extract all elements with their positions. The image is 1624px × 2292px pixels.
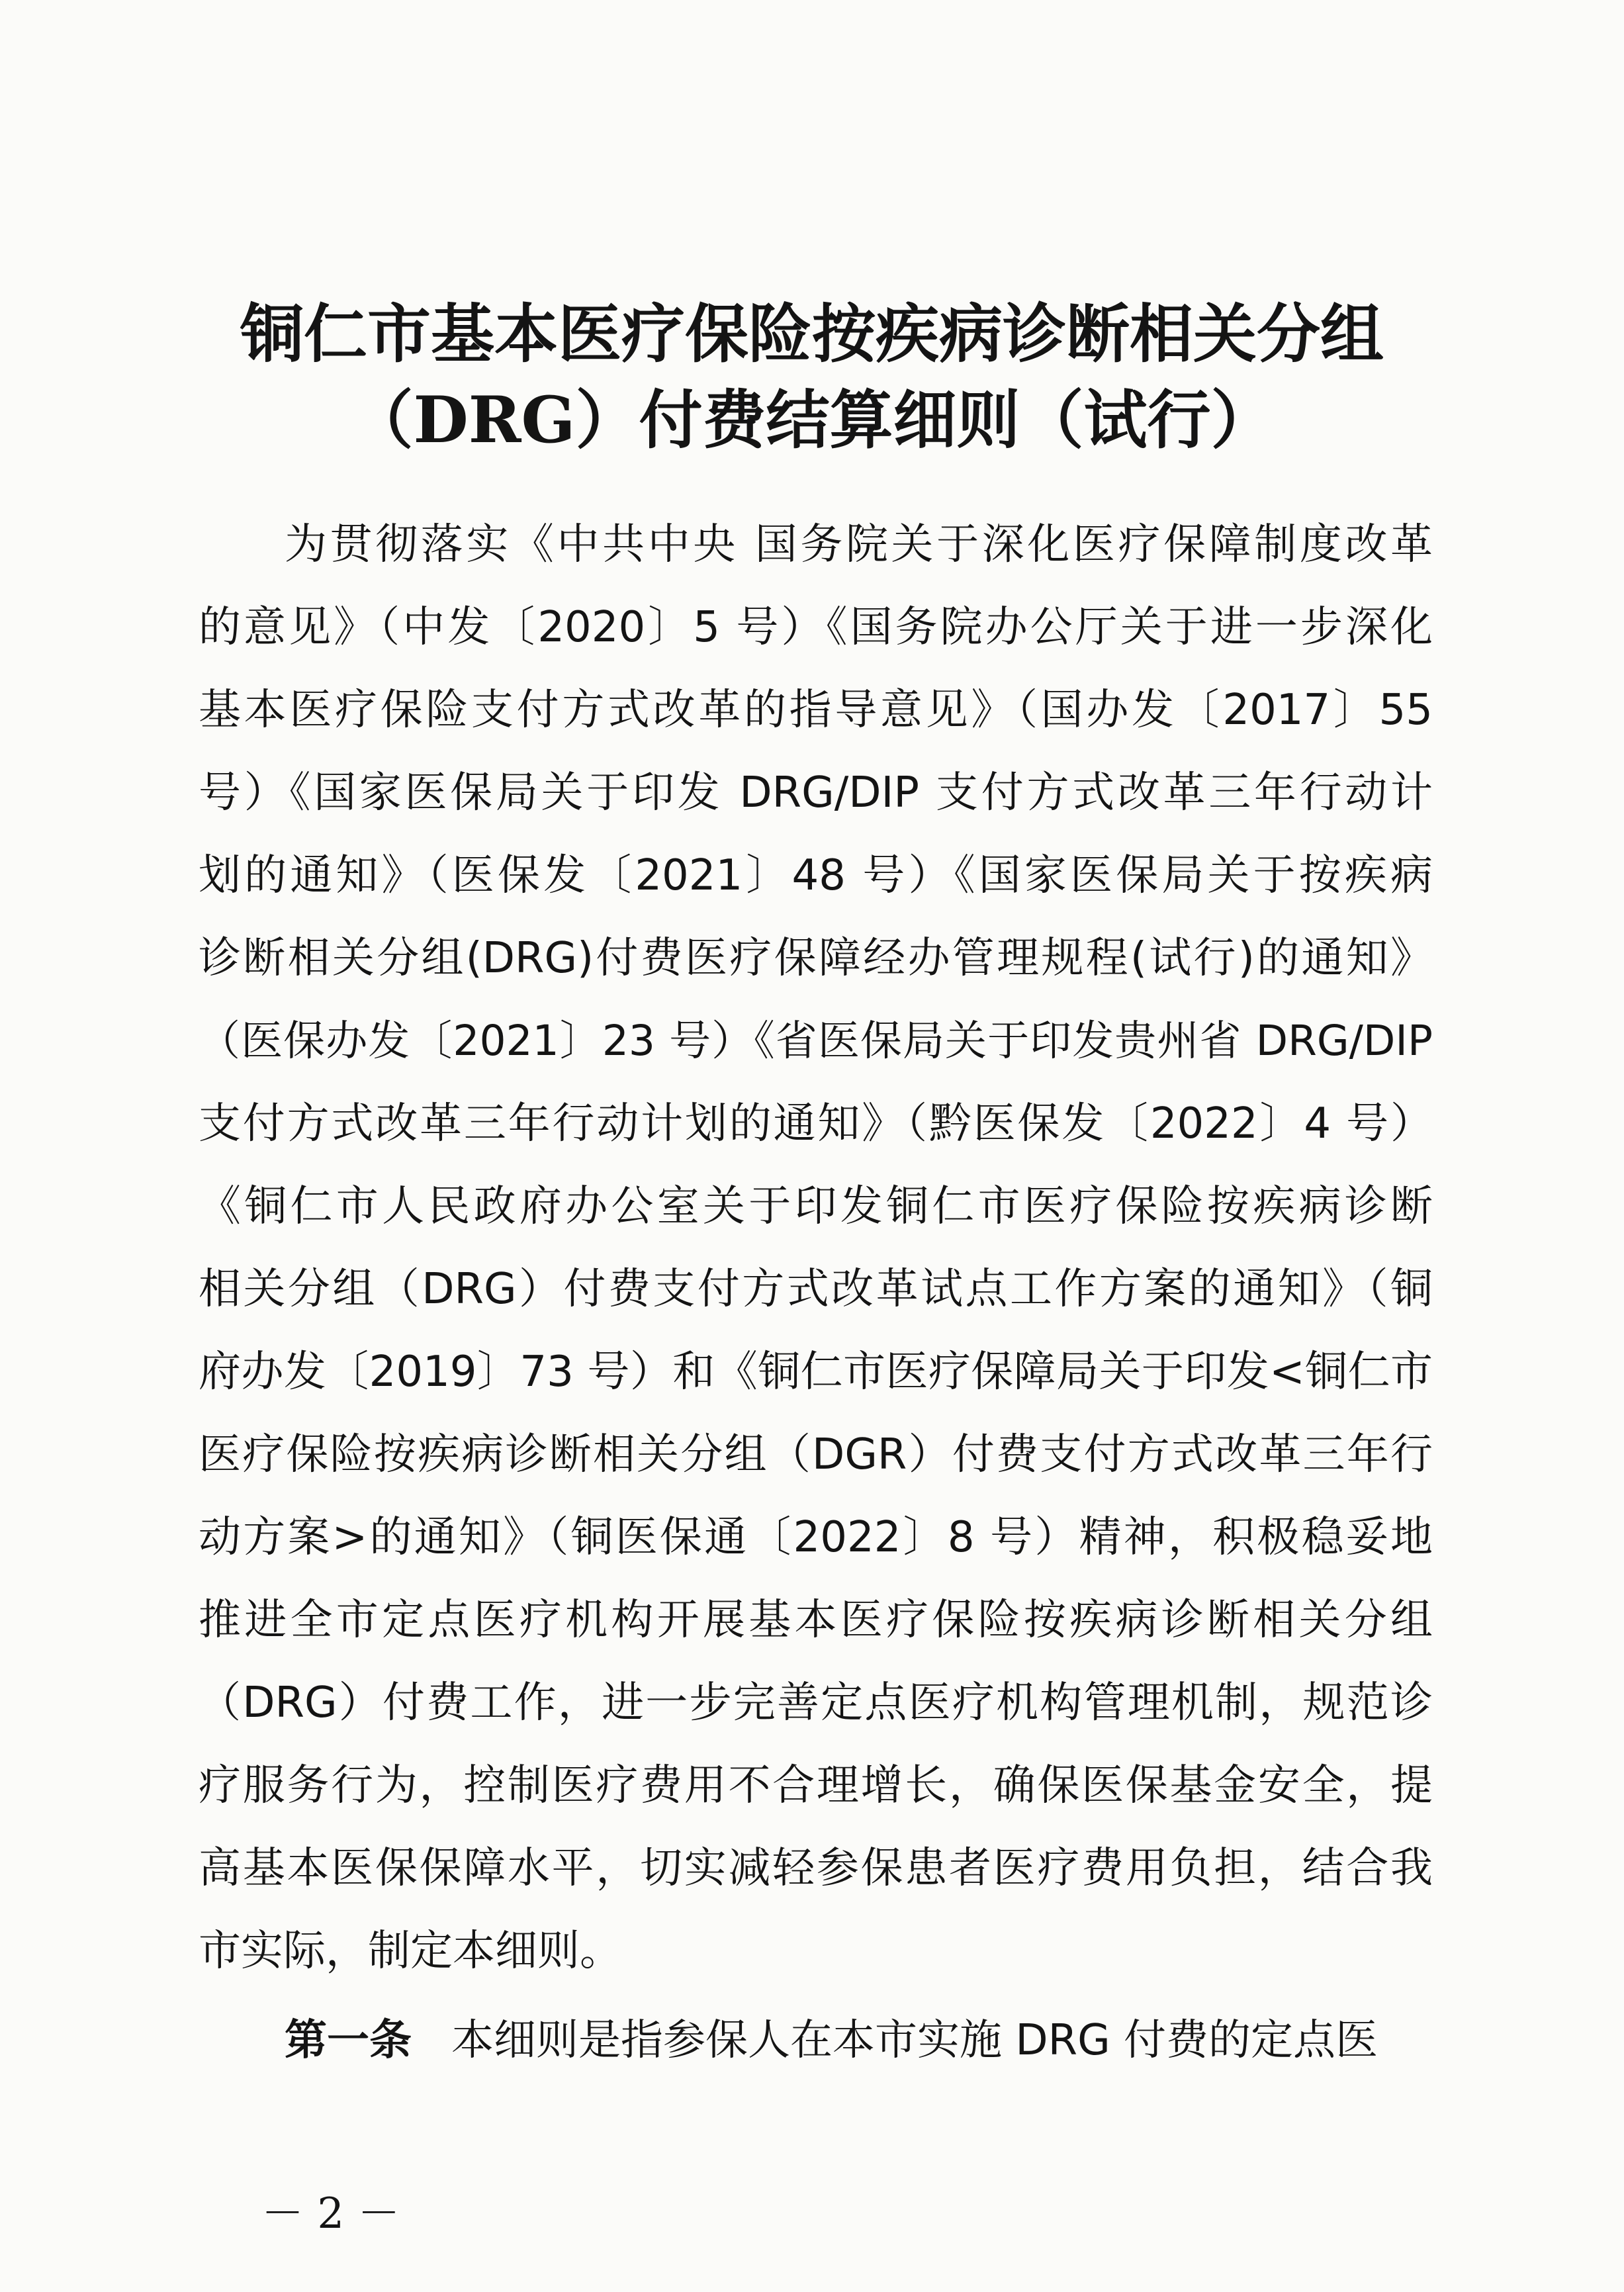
preamble-line: 为贯彻落实《中共中央 国务院关于深化医疗保障制度改革	[285, 520, 1433, 569]
preamble-line: 《铜仁市人民政府办公室关于印发铜仁市医疗保险按疾病诊断	[199, 1182, 1433, 1231]
article-1-heading: 第一条	[285, 2016, 412, 2065]
article-1	[285, 2009, 1433, 2072]
preamble-line: 疗服务行为，控制医疗费用不合理增长，确保医保基金安全，提	[199, 1761, 1433, 1810]
page-number: － 2 －	[261, 2189, 400, 2238]
preamble-line: （医保办发〔2021〕23 号）《省医保局关于印发贵州省 DRG/DIP	[199, 1017, 1433, 1065]
preamble-line: 府办发〔2019〕73 号）和《铜仁市医疗保障局关于印发<铜仁市	[199, 1348, 1433, 1397]
preamble-line: 基本医疗保险支付方式改革的指导意见》（国办发〔2017〕55	[199, 686, 1433, 735]
preamble-line: 诊断相关分组(DRG)付费医疗保障经办管理规程(试行)的通知》	[199, 934, 1433, 983]
preamble-line: 的意见》（中发〔2020〕5 号）《国务院办公厅关于进一步深化	[199, 603, 1433, 652]
document-title-line-1: 铜仁市基本医疗保险按疾病诊断相关分组	[240, 297, 1384, 371]
preamble-line: 市实际，制定本细则。	[199, 1927, 622, 1976]
preamble-line: 高基本医保保障水平，切实减轻参保患者医疗费用负担，结合我	[199, 1844, 1433, 1893]
preamble-line: 医疗保险按疾病诊断相关分组（DGR）付费支付方式改革三年行	[199, 1430, 1433, 1479]
preamble-line: 号）《国家医保局关于印发 DRG/DIP 支付方式改革三年行动计	[199, 768, 1433, 817]
preamble-line: 推进全市定点医疗机构开展基本医疗保险按疾病诊断相关分组	[199, 1596, 1433, 1645]
preamble-line: 支付方式改革三年行动计划的通知》（黔医保发〔2022〕4 号）	[199, 1099, 1433, 1148]
article-1-text: 本细则是指参保人在本市实施 DRG 付费的定点医	[451, 2016, 1378, 2065]
preamble-line: 划的通知》（医保发〔2021〕48 号）《国家医保局关于按疾病	[199, 851, 1433, 900]
preamble-line: （DRG）付费工作，进一步完善定点医疗机构管理机制，规范诊	[199, 1678, 1433, 1727]
document-title-line-2: （DRG）付费结算细则（试行）	[349, 383, 1275, 457]
preamble-line: 动方案>的通知》（铜医保通〔2022〕8 号）精神，积极稳妥地	[199, 1513, 1433, 1562]
preamble-line: 相关分组（DRG）付费支付方式改革试点工作方案的通知》（铜	[199, 1265, 1433, 1314]
